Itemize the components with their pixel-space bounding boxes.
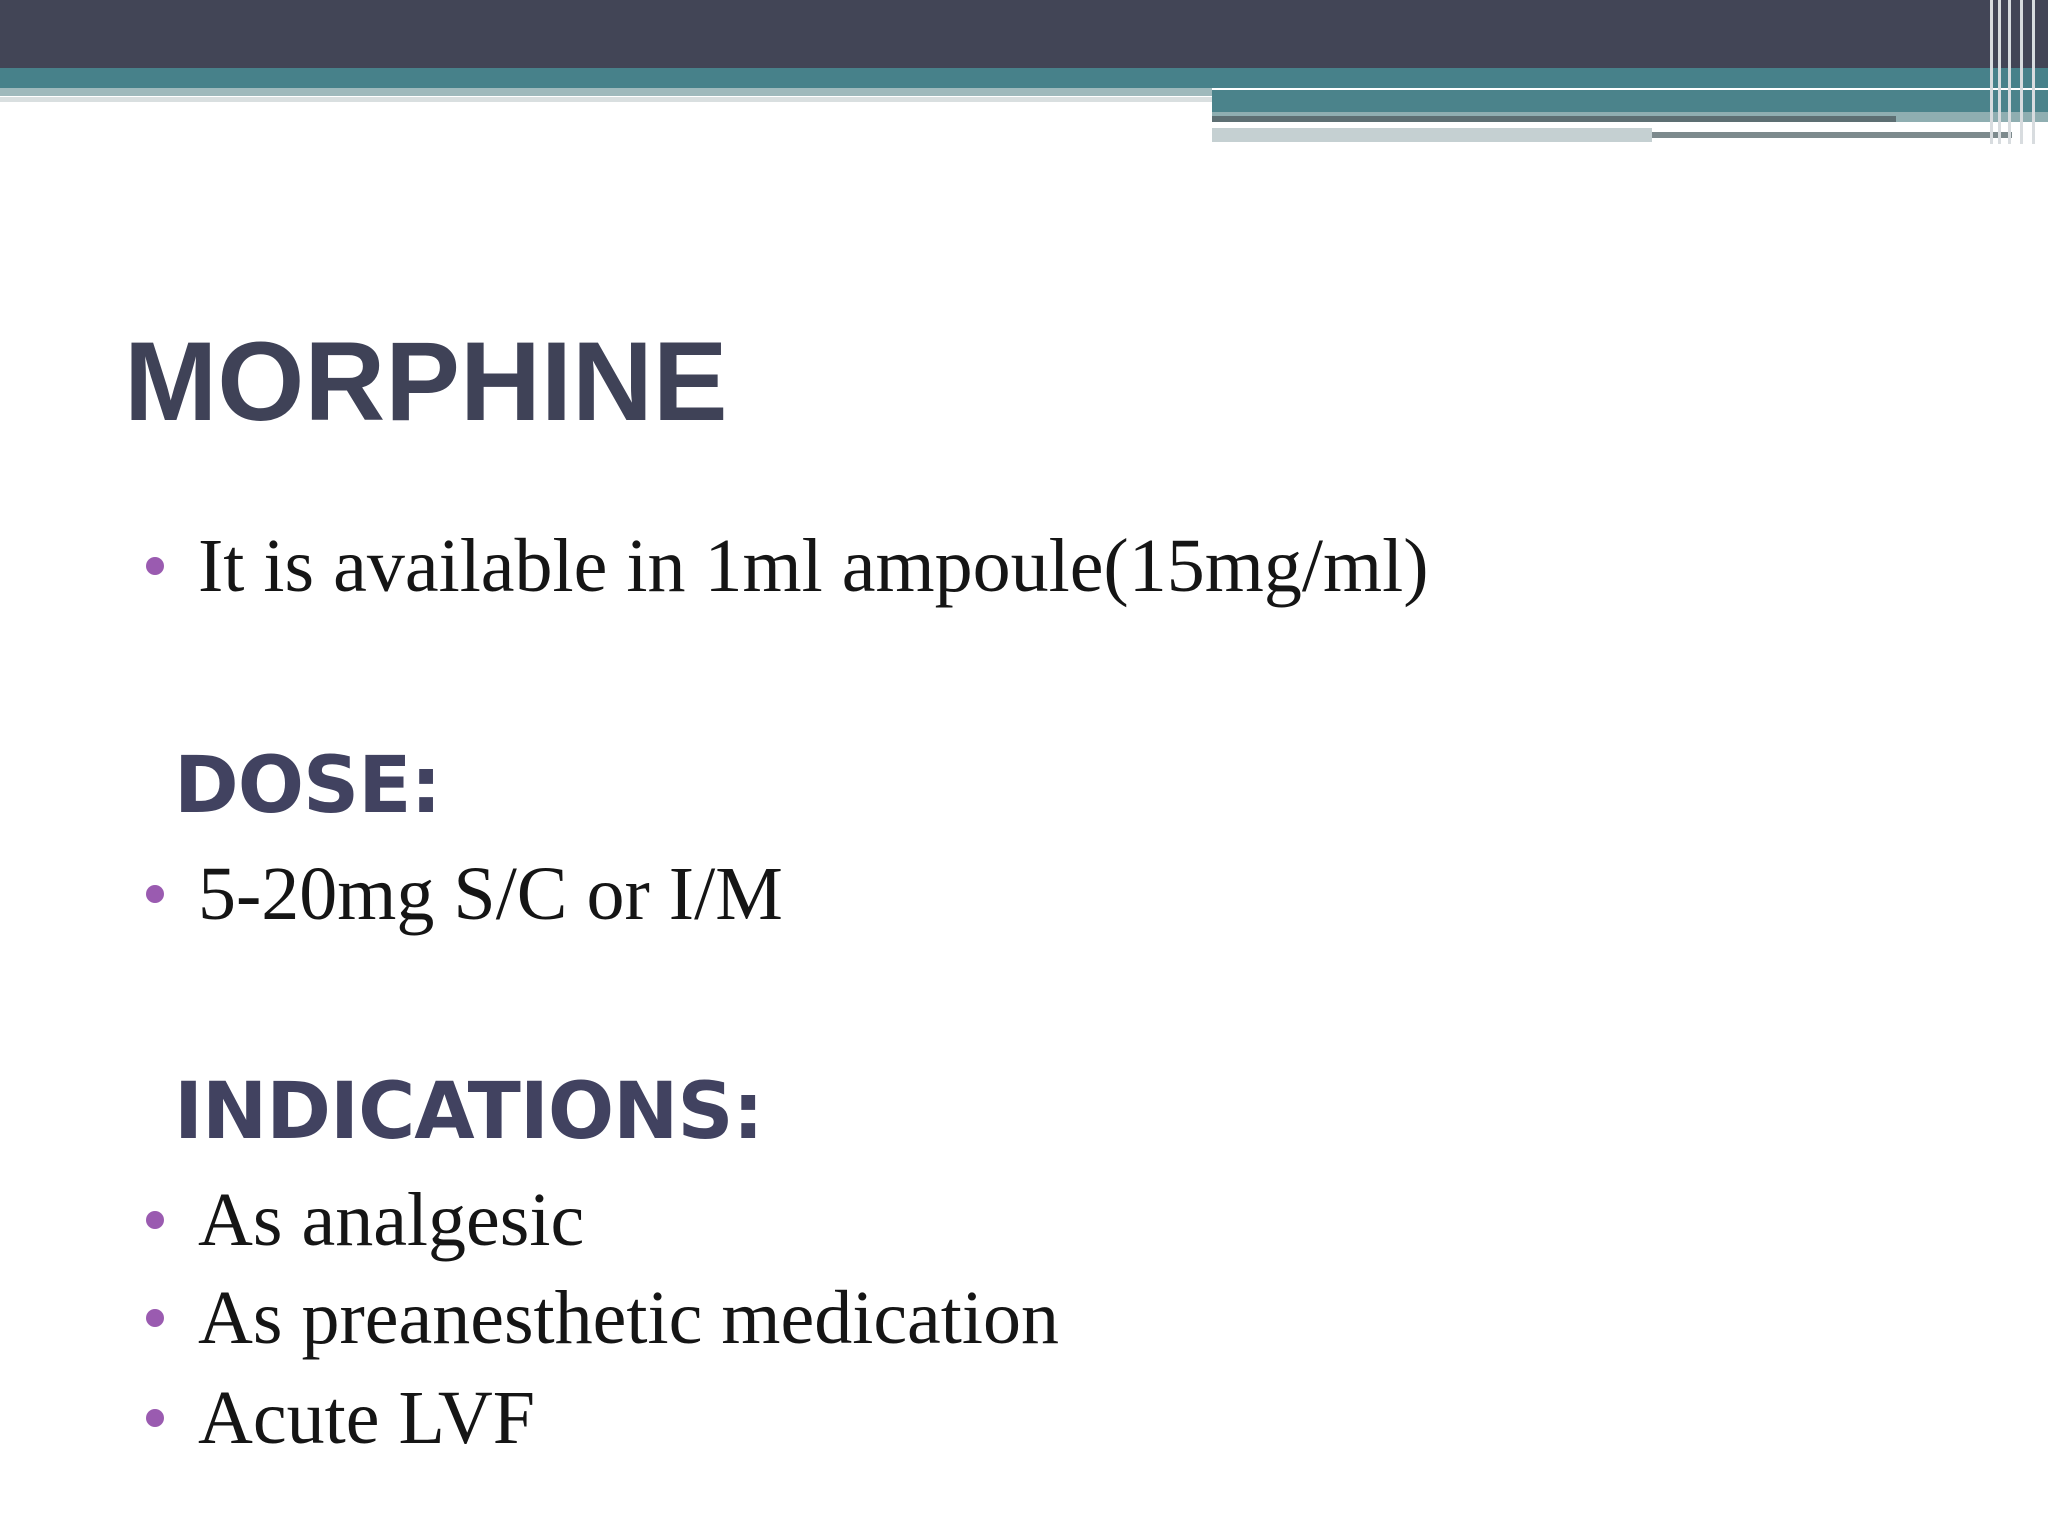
header-band-dark: [0, 0, 2048, 68]
bullet-icon: [146, 1409, 164, 1427]
slide-title: MORPHINE: [124, 319, 728, 444]
dose-heading: DOSE:: [174, 741, 441, 831]
bullet-icon: [146, 1211, 164, 1229]
header-stripe: [2020, 0, 2023, 144]
bullet-text: Acute LVF: [198, 1376, 536, 1460]
indications-heading: INDICATIONS:: [174, 1067, 763, 1157]
header-right-teal: [1212, 90, 2048, 112]
bullet-item: [146, 1270, 1059, 1366]
bullet-icon: [146, 885, 164, 903]
bullet-item: [146, 518, 1429, 614]
bullet-icon: [146, 557, 164, 575]
bullet-text: As analgesic: [198, 1178, 585, 1262]
header-band-teal: [0, 68, 2048, 90]
bullet-item: [146, 1370, 535, 1466]
bullet-item: [146, 1172, 584, 1268]
header-stripe: [1990, 0, 1993, 144]
bullet-icon: [146, 1309, 164, 1327]
bullet-item: [146, 846, 783, 942]
bullet-text: It is available in 1ml ampoule(15mg/ml): [198, 524, 1429, 608]
header-right-white-line: [1212, 122, 1896, 126]
bullet-text: As preanesthetic medication: [198, 1276, 1060, 1360]
header-right-grey: [1212, 128, 1652, 142]
header-stripe: [2032, 0, 2035, 144]
header-stripe: [2008, 0, 2011, 144]
header-band-teal-light: [0, 88, 1212, 96]
header-right-short-line: [1652, 132, 2012, 138]
header-band-grey-line: [0, 97, 1212, 102]
header-stripe: [1998, 0, 2001, 144]
bullet-text: 5-20mg S/C or I/M: [198, 852, 783, 936]
